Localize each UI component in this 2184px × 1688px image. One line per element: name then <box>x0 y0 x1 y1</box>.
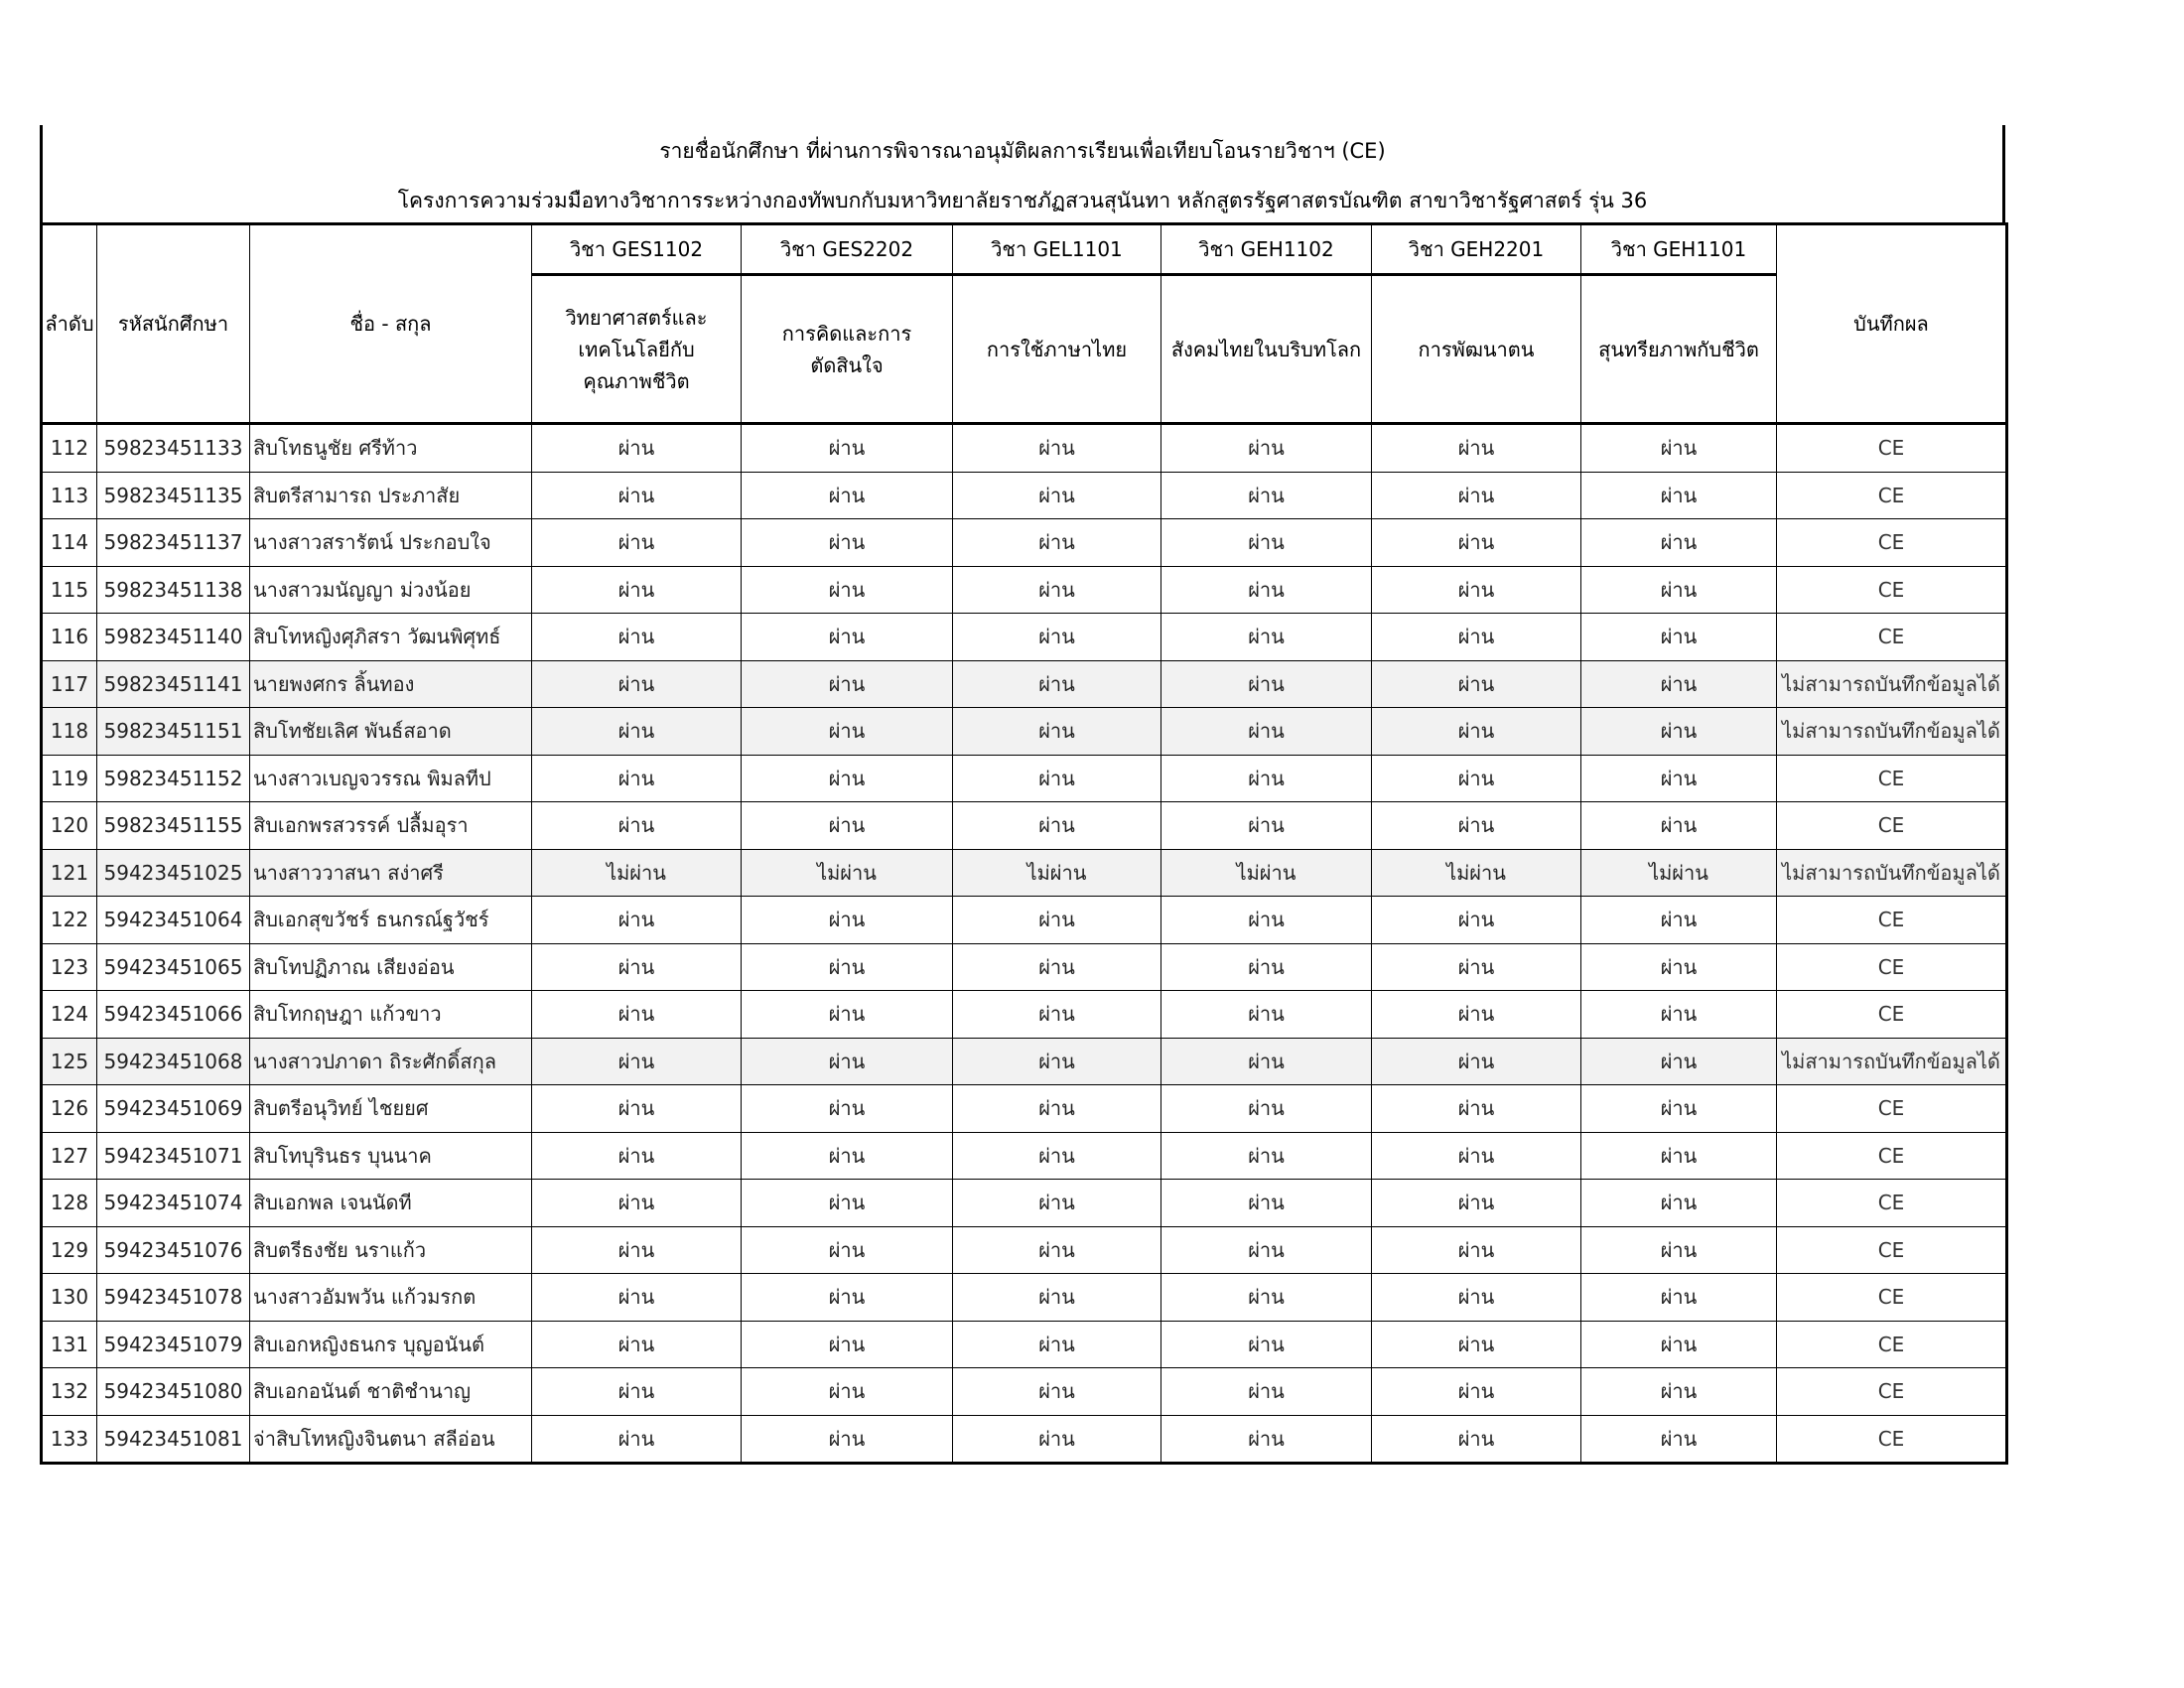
course-grade: ผ่าน <box>953 1368 1161 1416</box>
header-course-code: วิชา GES2202 <box>742 224 953 275</box>
table-row <box>42 897 2007 944</box>
course-grade: ผ่าน <box>1581 943 1777 991</box>
row-number: 128 <box>42 1180 97 1227</box>
student-name: จ่าสิบโทหญิงจินตนา สลีอ่อน <box>250 1415 532 1464</box>
table-row <box>42 849 2007 897</box>
course-grade: ผ่าน <box>953 897 1161 944</box>
result-status: CE <box>1777 1274 2007 1322</box>
student-id: 59423451080 <box>97 1368 250 1416</box>
course-grade: ผ่าน <box>532 472 742 519</box>
course-grade: ผ่าน <box>742 1132 953 1180</box>
course-grade: ผ่าน <box>1581 660 1777 708</box>
course-grade: ผ่าน <box>1581 708 1777 756</box>
row-number: 125 <box>42 1038 97 1085</box>
student-id: 59823451151 <box>97 708 250 756</box>
course-grade: ผ่าน <box>532 708 742 756</box>
table-header <box>42 224 2007 424</box>
course-grade: ผ่าน <box>1581 802 1777 850</box>
course-grade: ผ่าน <box>1372 1038 1581 1085</box>
student-id: 59423451066 <box>97 991 250 1039</box>
course-grade: ผ่าน <box>532 519 742 567</box>
student-id: 59423451064 <box>97 897 250 944</box>
course-grade: ผ่าน <box>532 991 742 1039</box>
student-id: 59423451076 <box>97 1226 250 1274</box>
header-course-title-line: วิทยาศาสตร์และ <box>565 305 708 330</box>
course-grade: ผ่าน <box>742 1368 953 1416</box>
student-id: 59423451074 <box>97 1180 250 1227</box>
course-grade: ผ่าน <box>1161 991 1372 1039</box>
course-grade: ผ่าน <box>1161 755 1372 802</box>
result-status: CE <box>1777 1368 2007 1416</box>
row-number: 116 <box>42 614 97 661</box>
student-id: 59823451133 <box>97 424 250 473</box>
row-number: 126 <box>42 1085 97 1133</box>
student-name: นางสาวอัมพวัน แก้วมรกต <box>250 1274 532 1322</box>
result-status: CE <box>1777 1226 2007 1274</box>
student-name: นางสาวเบญจวรรณ พิมลทีป <box>250 755 532 802</box>
course-grade: ผ่าน <box>532 755 742 802</box>
header-name: ชื่อ - สกุล <box>250 224 532 424</box>
row-number: 118 <box>42 708 97 756</box>
course-grade: ผ่าน <box>1372 897 1581 944</box>
course-grade: ผ่าน <box>953 1274 1161 1322</box>
student-id: 59823451138 <box>97 566 250 614</box>
student-id: 59823451137 <box>97 519 250 567</box>
course-grade: ผ่าน <box>742 897 953 944</box>
student-id: 59823451140 <box>97 614 250 661</box>
header-no: ลำดับ <box>42 224 97 424</box>
row-number: 120 <box>42 802 97 850</box>
table-row <box>42 991 2007 1039</box>
course-grade: ผ่าน <box>1581 897 1777 944</box>
course-grade: ผ่าน <box>953 519 1161 567</box>
table-row <box>42 519 2007 567</box>
header-course-code: วิชา GEH2201 <box>1372 224 1581 275</box>
course-grade: ผ่าน <box>742 614 953 661</box>
course-grade: ผ่าน <box>1372 1085 1581 1133</box>
course-grade: ผ่าน <box>1161 1321 1372 1368</box>
course-grade: ผ่าน <box>1581 519 1777 567</box>
course-grade: ผ่าน <box>953 1321 1161 1368</box>
course-grade: ผ่าน <box>953 614 1161 661</box>
course-grade: ผ่าน <box>742 1274 953 1322</box>
course-grade: ผ่าน <box>953 708 1161 756</box>
header-course-code: วิชา GEH1101 <box>1581 224 1777 275</box>
header-course-title <box>532 275 742 424</box>
student-name: นางสาวมนัญญา ม่วงน้อย <box>250 566 532 614</box>
course-grade: ผ่าน <box>1581 1085 1777 1133</box>
course-grade: ไม่ผ่าน <box>742 849 953 897</box>
header-course-title-line: คุณภาพชีวิต <box>583 368 690 393</box>
course-grade: ผ่าน <box>532 1038 742 1085</box>
course-grade: ผ่าน <box>1581 1038 1777 1085</box>
course-grade: ผ่าน <box>532 1085 742 1133</box>
course-grade: ผ่าน <box>1161 660 1372 708</box>
table-row <box>42 1226 2007 1274</box>
header-course-title <box>1581 275 1777 424</box>
course-grade: ผ่าน <box>1372 519 1581 567</box>
student-id: 59423451069 <box>97 1085 250 1133</box>
course-grade: ผ่าน <box>953 1180 1161 1227</box>
course-grade: ผ่าน <box>1161 566 1372 614</box>
row-number: 130 <box>42 1274 97 1322</box>
header-result: บันทึกผล <box>1777 224 2007 424</box>
header-course-code: วิชา GEH1102 <box>1161 224 1372 275</box>
header-course-code: วิชา GES1102 <box>532 224 742 275</box>
student-name: นางสาวสรารัตน์ ประกอบใจ <box>250 519 532 567</box>
student-id: 59823451152 <box>97 755 250 802</box>
course-grade: ผ่าน <box>532 802 742 850</box>
course-grade: ผ่าน <box>742 1321 953 1368</box>
student-name: สิบเอกพรสวรรค์ ปลื้มอุรา <box>250 802 532 850</box>
row-number: 123 <box>42 943 97 991</box>
course-grade: ผ่าน <box>1372 660 1581 708</box>
course-grade: ผ่าน <box>1581 1180 1777 1227</box>
course-grade: ผ่าน <box>953 802 1161 850</box>
result-status: CE <box>1777 614 2007 661</box>
table-row <box>42 708 2007 756</box>
course-grade: ผ่าน <box>1161 708 1372 756</box>
student-name: สิบเอกหญิงธนกร บุญอนันต์ <box>250 1321 532 1368</box>
table-row <box>42 1085 2007 1133</box>
course-grade: ผ่าน <box>1161 1274 1372 1322</box>
row-number: 122 <box>42 897 97 944</box>
course-grade: ผ่าน <box>742 943 953 991</box>
course-grade: ผ่าน <box>532 1415 742 1464</box>
result-status: CE <box>1777 755 2007 802</box>
result-status: CE <box>1777 943 2007 991</box>
header-course-title-line: การใช้ภาษาไทย <box>986 337 1128 361</box>
course-grade: ไม่ผ่าน <box>1581 849 1777 897</box>
course-grade: ผ่าน <box>532 1368 742 1416</box>
table-row <box>42 1180 2007 1227</box>
row-number: 129 <box>42 1226 97 1274</box>
course-grade: ผ่าน <box>532 1132 742 1180</box>
course-grade: ผ่าน <box>742 1226 953 1274</box>
course-grade: ผ่าน <box>1581 1274 1777 1322</box>
result-status: CE <box>1777 1415 2007 1464</box>
course-grade: ผ่าน <box>1372 1415 1581 1464</box>
course-grade: ผ่าน <box>1581 1132 1777 1180</box>
student-name: สิบโทชัยเลิศ พันธ์สอาด <box>250 708 532 756</box>
course-grade: ผ่าน <box>1372 1132 1581 1180</box>
student-name: สิบตรีอนุวิทย์ ไชยยศ <box>250 1085 532 1133</box>
course-grade: ผ่าน <box>1161 1038 1372 1085</box>
course-grade: ผ่าน <box>1372 991 1581 1039</box>
course-grade: ผ่าน <box>1161 1368 1372 1416</box>
row-number: 121 <box>42 849 97 897</box>
course-grade: ผ่าน <box>953 1132 1161 1180</box>
course-grade: ผ่าน <box>1372 424 1581 473</box>
course-grade: ผ่าน <box>1372 802 1581 850</box>
student-name: นางสาววาสนา สง่าศรี <box>250 849 532 897</box>
result-status: CE <box>1777 424 2007 473</box>
course-grade: ผ่าน <box>953 1415 1161 1464</box>
course-grade: ผ่าน <box>953 472 1161 519</box>
course-grade: ผ่าน <box>1372 708 1581 756</box>
row-number: 131 <box>42 1321 97 1368</box>
course-grade: ผ่าน <box>532 943 742 991</box>
course-grade: ผ่าน <box>532 897 742 944</box>
table-row <box>42 614 2007 661</box>
row-number: 127 <box>42 1132 97 1180</box>
result-status: CE <box>1777 1132 2007 1180</box>
table-row <box>42 424 2007 473</box>
course-grade: ผ่าน <box>1581 755 1777 802</box>
result-status: CE <box>1777 1180 2007 1227</box>
course-grade: ผ่าน <box>1372 1321 1581 1368</box>
student-name: สิบโทกฤษฎา แก้วขาว <box>250 991 532 1039</box>
course-grade: ผ่าน <box>742 1038 953 1085</box>
result-status: CE <box>1777 566 2007 614</box>
course-grade: ผ่าน <box>1161 802 1372 850</box>
student-id: 59823451135 <box>97 472 250 519</box>
course-grade: ผ่าน <box>742 660 953 708</box>
course-grade: ผ่าน <box>1372 472 1581 519</box>
course-grade: ผ่าน <box>1581 1368 1777 1416</box>
table-row <box>42 1321 2007 1368</box>
student-name: สิบเอกอนันต์ ชาติชำนาญ <box>250 1368 532 1416</box>
result-status: CE <box>1777 472 2007 519</box>
result-status: ไม่สามารถบันทึกข้อมูลได้ <box>1777 660 2007 708</box>
course-grade: ผ่าน <box>1161 1226 1372 1274</box>
course-grade: ผ่าน <box>742 1085 953 1133</box>
course-grade: ผ่าน <box>532 614 742 661</box>
student-id: 59423451065 <box>97 943 250 991</box>
course-grade: ผ่าน <box>1372 1226 1581 1274</box>
student-id: 59423451081 <box>97 1415 250 1464</box>
result-status: ไม่สามารถบันทึกข้อมูลได้ <box>1777 849 2007 897</box>
course-grade: ผ่าน <box>1372 566 1581 614</box>
table-row <box>42 1368 2007 1416</box>
course-grade: ผ่าน <box>953 424 1161 473</box>
header-course-title-line: เทคโนโลยีกับ <box>578 337 695 361</box>
table-body <box>42 424 2007 1464</box>
header-course-title <box>1372 275 1581 424</box>
course-grade: ผ่าน <box>742 472 953 519</box>
course-grade: ผ่าน <box>742 424 953 473</box>
course-grade: ผ่าน <box>532 1321 742 1368</box>
student-id: 59423451071 <box>97 1132 250 1180</box>
course-grade: ผ่าน <box>532 1180 742 1227</box>
header-course-title <box>1161 275 1372 424</box>
student-name: สิบตรีธงชัย นราแก้ว <box>250 1226 532 1274</box>
course-grade: ผ่าน <box>1581 1321 1777 1368</box>
row-number: 112 <box>42 424 97 473</box>
result-status: ไม่สามารถบันทึกข้อมูลได้ <box>1777 708 2007 756</box>
course-grade: ผ่าน <box>1372 943 1581 991</box>
header-course-title-line: การพัฒนาตน <box>1418 337 1535 361</box>
table-row <box>42 472 2007 519</box>
course-grade: ผ่าน <box>532 660 742 708</box>
course-grade: ผ่าน <box>1581 472 1777 519</box>
course-grade: ผ่าน <box>1581 1226 1777 1274</box>
course-grade: ผ่าน <box>1581 991 1777 1039</box>
table-row <box>42 1038 2007 1085</box>
header-student-id: รหัสนักศึกษา <box>97 224 250 424</box>
row-number: 117 <box>42 660 97 708</box>
course-grade: ผ่าน <box>1161 1132 1372 1180</box>
course-grade: ผ่าน <box>1161 943 1372 991</box>
table-row <box>42 566 2007 614</box>
course-grade: ผ่าน <box>953 1226 1161 1274</box>
course-grade: ไม่ผ่าน <box>1161 849 1372 897</box>
course-grade: ผ่าน <box>742 991 953 1039</box>
result-status: CE <box>1777 1085 2007 1133</box>
course-grade: ผ่าน <box>532 424 742 473</box>
course-grade: ผ่าน <box>1372 1368 1581 1416</box>
course-grade: ผ่าน <box>1161 424 1372 473</box>
student-name: นายพงศกร ลิ้นทอง <box>250 660 532 708</box>
student-name: สิบเอกสุขวัชร์ ธนกรณ์ฐวัชร์ <box>250 897 532 944</box>
course-grade: ผ่าน <box>1372 1274 1581 1322</box>
course-grade: ผ่าน <box>1161 1415 1372 1464</box>
course-grade: ผ่าน <box>1372 614 1581 661</box>
course-grade: ผ่าน <box>742 708 953 756</box>
course-grade: ผ่าน <box>953 1038 1161 1085</box>
header-course-title <box>742 275 953 424</box>
student-name: สิบโทบุรินธร บุนนาค <box>250 1132 532 1180</box>
course-grade: ผ่าน <box>532 566 742 614</box>
course-grade: ผ่าน <box>953 943 1161 991</box>
table-row <box>42 1274 2007 1322</box>
header-course-title <box>953 275 1161 424</box>
course-grade: ไม่ผ่าน <box>532 849 742 897</box>
course-grade: ผ่าน <box>953 755 1161 802</box>
table-row <box>42 660 2007 708</box>
student-name: สิบเอกพล เจนนัดที <box>250 1180 532 1227</box>
header-course-title-line: สังคมไทยในบริบทโลก <box>1170 337 1362 361</box>
course-grade: ผ่าน <box>742 802 953 850</box>
course-grade: ผ่าน <box>1581 424 1777 473</box>
table-row <box>42 1415 2007 1464</box>
header-course-title-line: การคิดและการ <box>781 321 912 346</box>
course-grade: ผ่าน <box>1161 614 1372 661</box>
result-status: ไม่สามารถบันทึกข้อมูลได้ <box>1777 1038 2007 1085</box>
header-course-title-line: สุนทรียภาพกับชีวิต <box>1598 337 1759 361</box>
row-number: 124 <box>42 991 97 1039</box>
course-grade: ผ่าน <box>953 566 1161 614</box>
row-number: 114 <box>42 519 97 567</box>
course-grade: ผ่าน <box>742 1415 953 1464</box>
student-id: 59423451068 <box>97 1038 250 1085</box>
document-subtitle: โครงการความร่วมมือทางวิชาการระหว่างกองทัพบกกับมหาวิทยาลัยราชภัฏสวนสุนันทา หลักสูตรรัฐศาสตรบัณฑิต สาขาวิชารัฐศาสตร์ รุ่น 36 <box>397 189 1648 212</box>
result-status: CE <box>1777 1321 2007 1368</box>
course-grade: ผ่าน <box>532 1226 742 1274</box>
table-row <box>42 755 2007 802</box>
student-name: สิบตรีสามารถ ประภาสัย <box>250 472 532 519</box>
header-course-code: วิชา GEL1101 <box>953 224 1161 275</box>
course-grade: ผ่าน <box>953 660 1161 708</box>
course-grade: ผ่าน <box>532 1274 742 1322</box>
document-title: รายชื่อนักศึกษา ที่ผ่านการพิจารณาอนุมัติผลการเรียนเพื่อเทียบโอนรายวิชาฯ (CE) <box>659 139 1386 163</box>
course-grade: ผ่าน <box>1161 519 1372 567</box>
course-grade: ผ่าน <box>742 755 953 802</box>
course-grade: ผ่าน <box>1161 472 1372 519</box>
student-name: นางสาวปภาดา ถิระศักดิ์สกุล <box>250 1038 532 1085</box>
course-grade: ผ่าน <box>1372 755 1581 802</box>
student-id: 59823451155 <box>97 802 250 850</box>
row-number: 115 <box>42 566 97 614</box>
course-grade: ผ่าน <box>953 991 1161 1039</box>
result-status: CE <box>1777 991 2007 1039</box>
result-status: CE <box>1777 897 2007 944</box>
table-row <box>42 802 2007 850</box>
course-grade: ผ่าน <box>742 519 953 567</box>
table-row <box>42 943 2007 991</box>
course-grade: ผ่าน <box>1161 1180 1372 1227</box>
student-id: 59423451078 <box>97 1274 250 1322</box>
course-grade: ไม่ผ่าน <box>1372 849 1581 897</box>
row-number: 119 <box>42 755 97 802</box>
row-number: 133 <box>42 1415 97 1464</box>
student-name: สิบโทธนูชัย ศรีท้าว <box>250 424 532 473</box>
student-id: 59423451079 <box>97 1321 250 1368</box>
student-id: 59423451025 <box>97 849 250 897</box>
course-grade: ผ่าน <box>953 1085 1161 1133</box>
header-course-title-line: ตัดสินใจ <box>810 352 884 377</box>
result-status: CE <box>1777 802 2007 850</box>
course-grade: ผ่าน <box>742 1180 953 1227</box>
row-number: 132 <box>42 1368 97 1416</box>
course-grade: ผ่าน <box>1581 566 1777 614</box>
course-grade: ผ่าน <box>1161 1085 1372 1133</box>
student-name: สิบโทหญิงศุภิสรา วัฒนพิศุทธ์ <box>250 614 532 661</box>
course-grade: ผ่าน <box>1161 897 1372 944</box>
table-row <box>42 1132 2007 1180</box>
course-grade: ผ่าน <box>1372 1180 1581 1227</box>
student-id: 59823451141 <box>97 660 250 708</box>
course-grade: ผ่าน <box>1581 614 1777 661</box>
student-name: สิบโทปฏิภาณ เสียงอ่อน <box>250 943 532 991</box>
result-status: CE <box>1777 519 2007 567</box>
course-grade: ผ่าน <box>1581 1415 1777 1464</box>
course-grade: ผ่าน <box>742 566 953 614</box>
row-number: 113 <box>42 472 97 519</box>
course-grade: ไม่ผ่าน <box>953 849 1161 897</box>
results-table <box>40 222 2008 1465</box>
